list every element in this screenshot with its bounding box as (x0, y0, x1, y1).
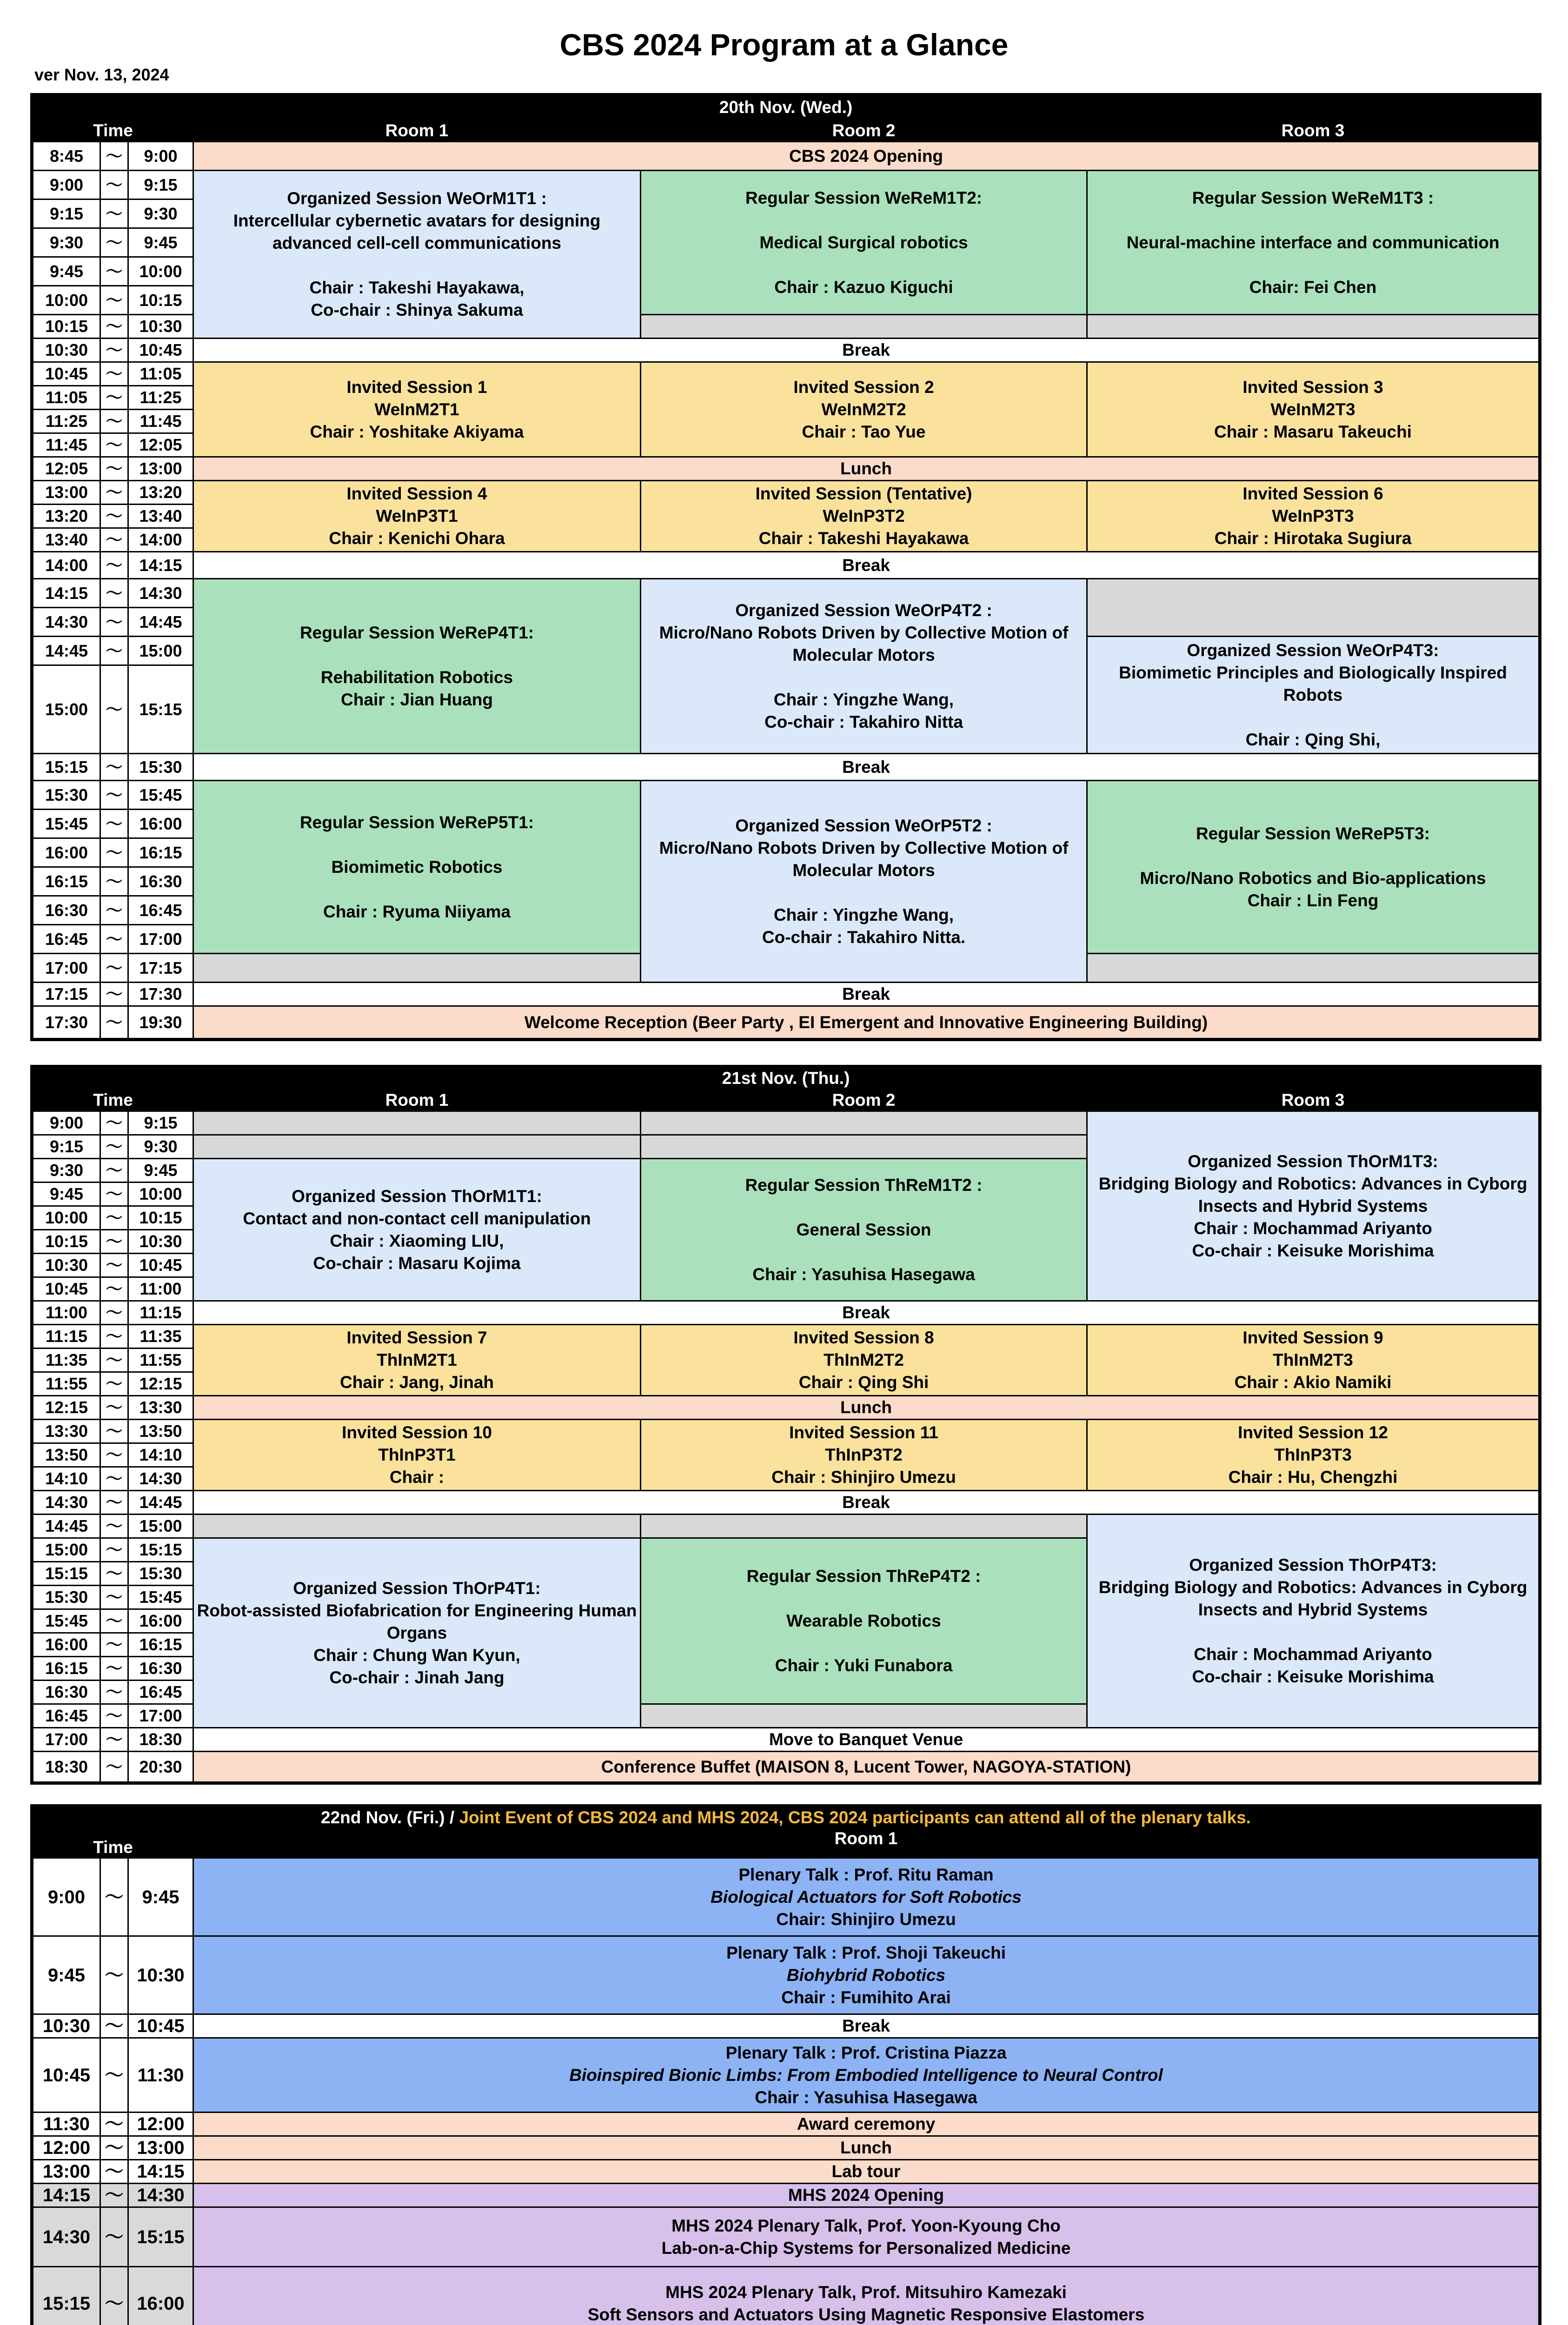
time-end: 15:15 (128, 2207, 193, 2267)
time-start: 13:00 (32, 481, 100, 505)
time-sep: 〜 (100, 1420, 128, 1443)
time-sep: 〜 (100, 1325, 128, 1348)
time-start: 9:45 (32, 1182, 100, 1206)
time-end: 13:00 (128, 2136, 193, 2160)
time-sep: 〜 (100, 1586, 128, 1609)
time-start: 10:45 (32, 2038, 100, 2112)
day3-date-row (32, 1806, 1540, 1828)
time-end: 12:05 (128, 433, 193, 457)
time-sep: 〜 (100, 983, 128, 1006)
day2-date: 21st Nov. (Thu.) (32, 1067, 1540, 1089)
time-sep: 〜 (100, 410, 128, 433)
time-end: 19:30 (128, 1006, 193, 1040)
time-sep: 〜 (100, 1135, 128, 1159)
time-start: 14:15 (32, 579, 100, 608)
break-cell: Break (193, 339, 1540, 362)
plenary-title: Biohybrid Robotics (786, 1965, 946, 1985)
page-title: CBS 2024 Program at a Glance (559, 27, 1009, 62)
time-sep: 〜 (100, 1936, 128, 2014)
time-end: 11:55 (128, 1348, 193, 1372)
time-start: 10:00 (32, 1206, 100, 1230)
time-start: 15:45 (32, 1609, 100, 1633)
invited-session-9: Invited Session 9 ThInM2T3 Chair : Akio Namiki (1087, 1325, 1540, 1396)
plenary-talk-cristina-piazza (193, 2038, 1540, 2112)
time-start: 10:00 (32, 286, 100, 315)
time-header: Time (32, 1828, 193, 1858)
joint-event-note: Joint Event of CBS 2024 and MHS 2024, CBS 2024 participants can attend all of the plenary talks. (459, 1807, 1251, 1827)
plenary-chair: Chair : Yasuhisa Hasegawa (755, 2087, 977, 2107)
time-start: 13:30 (32, 1420, 100, 1443)
time-sep: 〜 (100, 199, 128, 228)
time-end: 10:30 (128, 1936, 193, 2014)
plenary-title: Biological Actuators for Soft Robotics (711, 1887, 1022, 1906)
day3-schedule-table (30, 1804, 1541, 2325)
time-start: 13:50 (32, 1443, 100, 1467)
room1-header: Room 1 (193, 120, 641, 142)
time-start: 11:55 (32, 1372, 100, 1396)
invited-session-5: Invited Session (Tentative) WeInP3T2 Chair : Takeshi Hayakawa (641, 481, 1087, 552)
time-end: 16:15 (128, 1633, 193, 1657)
time-sep: 〜 (100, 954, 128, 983)
time-end: 10:30 (128, 1230, 193, 1254)
time-sep: 〜 (100, 579, 128, 608)
time-start: 9:45 (32, 257, 100, 286)
time-sep: 〜 (100, 2184, 128, 2207)
break-cell: Break (193, 754, 1540, 781)
time-end: 11:05 (128, 362, 193, 386)
plenary-speaker: Plenary Talk : Prof. Ritu Raman (738, 1865, 994, 1884)
session-threp4t2: Regular Session ThReP4T2 : Wearable Robotics Chair : Yuki Funabora (641, 1538, 1087, 1704)
time-sep: 〜 (100, 481, 128, 505)
mhs-opening-cell: MHS 2024 Opening (193, 2184, 1540, 2207)
time-sep: 〜 (100, 1372, 128, 1396)
time-end: 11:45 (128, 410, 193, 433)
plenary-title: Bioinspired Bionic Limbs: From Embodied Intelligence to Neural Control (569, 2065, 1163, 2085)
room3-header: Room 3 (1087, 120, 1540, 142)
day1-schedule-table (30, 93, 1541, 1041)
time-start: 9:30 (32, 228, 100, 257)
time-end: 16:30 (128, 1657, 193, 1681)
time-end: 17:00 (128, 1704, 193, 1728)
empty-slot (1087, 954, 1540, 983)
time-end: 16:15 (128, 838, 193, 867)
lab-tour-cell: Lab tour (193, 2160, 1540, 2184)
day2-schedule-table (30, 1065, 1541, 1785)
break-cell: Break (193, 552, 1540, 579)
lunch-cell: Lunch (193, 2136, 1540, 2160)
time-end: 11:15 (128, 1301, 193, 1325)
time-end: 9:15 (128, 1111, 193, 1135)
time-sep: 〜 (100, 1633, 128, 1657)
time-sep: 〜 (100, 1230, 128, 1254)
time-sep: 〜 (100, 896, 128, 925)
time-start: 9:45 (32, 1936, 100, 2014)
invited-session-7: Invited Session 7 ThInM2T1 Chair : Jang, Jinah (193, 1325, 641, 1396)
time-start: 11:35 (32, 1348, 100, 1372)
time-end: 11:25 (128, 386, 193, 410)
invited-session-2: Invited Session 2 WeInM2T2 Chair : Tao Yue (641, 362, 1087, 457)
time-sep: 〜 (100, 339, 128, 362)
time-end: 16:45 (128, 1681, 193, 1704)
welcome-reception-cell: Welcome Reception (Beer Party , EI Emergent and Innovative Engineering Building) (193, 1006, 1540, 1040)
time-sep: 〜 (100, 2160, 128, 2184)
time-sep: 〜 (100, 2038, 128, 2112)
time-start: 13:20 (32, 505, 100, 528)
time-end: 16:00 (128, 1609, 193, 1633)
time-sep: 〜 (100, 1182, 128, 1206)
time-end: 9:30 (128, 199, 193, 228)
time-start: 14:30 (32, 1491, 100, 1515)
time-sep: 〜 (100, 1159, 128, 1182)
time-start: 18:30 (32, 1752, 100, 1783)
time-start: 9:30 (32, 1159, 100, 1182)
time-start: 16:30 (32, 1681, 100, 1704)
plenary-talk-shoji-takeuchi (193, 1936, 1540, 2014)
time-start: 16:00 (32, 838, 100, 867)
time-start: 15:30 (32, 1586, 100, 1609)
time-start: 15:00 (32, 665, 100, 754)
empty-slot (193, 1515, 641, 1538)
time-sep: 〜 (100, 608, 128, 637)
empty-slot (1087, 315, 1540, 339)
time-end: 13:50 (128, 1420, 193, 1443)
time-end: 14:15 (128, 552, 193, 579)
time-sep: 〜 (100, 1277, 128, 1301)
time-end: 14:30 (128, 1467, 193, 1491)
time-sep: 〜 (100, 637, 128, 665)
time-sep: 〜 (100, 1728, 128, 1752)
time-start: 14:15 (32, 2184, 100, 2207)
day1-date: 20th Nov. (Wed.) (32, 95, 1540, 120)
day3-date: 22nd Nov. (Fri.) / (321, 1807, 455, 1827)
time-start: 8:45 (32, 142, 100, 171)
time-start: 10:45 (32, 362, 100, 386)
opening-cell: CBS 2024 Opening (193, 142, 1540, 171)
time-end: 14:10 (128, 1443, 193, 1467)
time-end: 14:30 (128, 2184, 193, 2207)
session-werem1t3: Regular Session WeReM1T3 : Neural-machine interface and communication Chair: Fei Chen (1087, 171, 1540, 315)
session-thorp4t3: Organized Session ThOrP4T3: Bridging Biology and Robotics: Advances in Cyborg Insects and Hybrid Systems Chair : Mochammad Ariyanto Co-chair : Keisuke Morishima (1087, 1515, 1540, 1728)
time-sep: 〜 (100, 142, 128, 171)
time-end: 11:35 (128, 1325, 193, 1348)
time-sep: 〜 (100, 362, 128, 386)
time-start: 10:45 (32, 1277, 100, 1301)
time-start: 15:45 (32, 810, 100, 838)
time-start: 17:30 (32, 1006, 100, 1040)
time-end: 12:00 (128, 2112, 193, 2136)
time-sep: 〜 (100, 228, 128, 257)
time-start: 11:30 (32, 2112, 100, 2136)
invited-session-8: Invited Session 8 ThInM2T2 Chair : Qing Shi (641, 1325, 1087, 1396)
time-end: 18:30 (128, 1728, 193, 1752)
move-banquet-cell: Move to Banquet Venue (193, 1728, 1540, 1752)
room2-header: Room 2 (641, 1089, 1087, 1111)
time-sep: 〜 (100, 754, 128, 781)
time-end: 9:45 (128, 228, 193, 257)
time-end: 13:30 (128, 1396, 193, 1420)
time-end: 14:45 (128, 608, 193, 637)
time-start: 10:15 (32, 315, 100, 339)
time-end: 10:30 (128, 315, 193, 339)
invited-session-4: Invited Session 4 WeInP3T1 Chair : Kenichi Ohara (193, 481, 641, 552)
time-sep: 〜 (100, 2014, 128, 2038)
time-start: 9:00 (32, 1858, 100, 1936)
room3-header: Room 3 (1087, 1089, 1540, 1111)
time-end: 13:20 (128, 481, 193, 505)
time-sep: 〜 (100, 552, 128, 579)
time-end: 14:30 (128, 579, 193, 608)
time-sep: 〜 (100, 1254, 128, 1277)
room1-header: Room 1 (193, 1828, 1540, 1858)
session-threm1t2: Regular Session ThReM1T2 : General Session Chair : Yasuhisa Hasegawa (641, 1159, 1087, 1301)
time-start: 11:05 (32, 386, 100, 410)
room1-header: Room 1 (193, 1089, 641, 1111)
time-sep: 〜 (100, 838, 128, 867)
time-end: 16:00 (128, 2267, 193, 2325)
empty-slot (641, 1515, 1087, 1538)
time-start: 9:15 (32, 1135, 100, 1159)
time-sep: 〜 (100, 457, 128, 481)
time-end: 14:45 (128, 1491, 193, 1515)
time-end: 14:00 (128, 528, 193, 552)
room2-header: Room 2 (641, 120, 1087, 142)
time-start: 10:30 (32, 2014, 100, 2038)
time-end: 15:30 (128, 1562, 193, 1586)
time-sep: 〜 (100, 2136, 128, 2160)
time-start: 15:00 (32, 1538, 100, 1562)
time-sep: 〜 (100, 1657, 128, 1681)
session-thorm1t3: Organized Session ThOrM1T3: Bridging Biology and Robotics: Advances in Cyborg Insects and Hybrid Systems Chair : Mochammad Ariyanto Co-chair : Keisuke Morishima (1087, 1111, 1540, 1301)
break-cell: Break (193, 1491, 1540, 1515)
time-start: 12:05 (32, 457, 100, 481)
conference-buffet-cell: Conference Buffet (MAISON 8, Lucent Tower, NAGOYA-STATION) (193, 1752, 1540, 1783)
time-sep: 〜 (100, 1704, 128, 1728)
time-start: 13:00 (32, 2160, 100, 2184)
time-sep: 〜 (100, 1562, 128, 1586)
time-end: 9:15 (128, 171, 193, 199)
mhs-plenary-talk-cho: MHS 2024 Plenary Talk, Prof. Yoon-Kyoung Cho Lab-on-a-Chip Systems for Personalized Medicine (193, 2207, 1540, 2267)
session-weorm1t1: Organized Session WeOrM1T1 : Intercellular cybernetic avatars for designing advanced cell-cell communications Chair : Takeshi Hayakawa, Co-chair : Shinya Sakuma (193, 171, 641, 339)
time-end: 16:45 (128, 896, 193, 925)
invited-session-6: Invited Session 6 WeInP3T3 Chair : Hirotaka Sugiura (1087, 481, 1540, 552)
time-end: 13:40 (128, 505, 193, 528)
time-start: 15:30 (32, 781, 100, 810)
time-end: 9:30 (128, 1135, 193, 1159)
plenary-talk-ritu-raman (193, 1858, 1540, 1936)
mhs-plenary-talk-kamezaki: MHS 2024 Plenary Talk, Prof. Mitsuhiro Kamezaki Soft Sensors and Actuators Using Magnetic Responsive Elastomers (193, 2267, 1540, 2325)
time-start: 15:15 (32, 754, 100, 781)
time-start: 14:30 (32, 608, 100, 637)
time-end: 15:00 (128, 1515, 193, 1538)
time-start: 11:15 (32, 1325, 100, 1348)
time-end: 9:00 (128, 142, 193, 171)
empty-slot (193, 1111, 641, 1135)
time-start: 10:15 (32, 1230, 100, 1254)
time-end: 9:45 (128, 1159, 193, 1182)
time-start: 17:15 (32, 983, 100, 1006)
time-sep: 〜 (100, 1609, 128, 1633)
empty-slot (193, 954, 641, 983)
time-sep: 〜 (100, 315, 128, 339)
invited-session-10: Invited Session 10 ThInP3T1 Chair : (193, 1420, 641, 1491)
award-ceremony-cell: Award ceremony (193, 2112, 1540, 2136)
time-end: 14:15 (128, 2160, 193, 2184)
time-end: 15:45 (128, 1586, 193, 1609)
time-start: 14:10 (32, 1467, 100, 1491)
time-end: 20:30 (128, 1752, 193, 1783)
empty-slot (641, 1135, 1087, 1159)
time-sep: 〜 (100, 171, 128, 199)
time-end: 17:15 (128, 954, 193, 983)
time-header: Time (32, 1089, 193, 1111)
time-end: 15:45 (128, 781, 193, 810)
time-end: 11:30 (128, 2038, 193, 2112)
plenary-speaker: Plenary Talk : Prof. Shoji Takeuchi (726, 1943, 1006, 1962)
time-start: 16:45 (32, 925, 100, 954)
time-sep: 〜 (100, 925, 128, 954)
time-end: 15:15 (128, 665, 193, 754)
time-sep: 〜 (100, 1491, 128, 1515)
break-cell: Break (193, 983, 1540, 1006)
time-sep: 〜 (100, 1467, 128, 1491)
time-start: 16:15 (32, 867, 100, 896)
break-cell: Break (193, 2014, 1540, 2038)
time-start: 14:00 (32, 552, 100, 579)
time-start: 14:45 (32, 637, 100, 665)
time-start: 10:30 (32, 339, 100, 362)
time-start: 10:30 (32, 1254, 100, 1277)
time-end: 10:45 (128, 1254, 193, 1277)
time-sep: 〜 (100, 1301, 128, 1325)
session-werep5t3: Regular Session WeReP5T3: Micro/Nano Robotics and Bio-applications Chair : Lin Feng (1087, 781, 1540, 954)
time-sep: 〜 (100, 867, 128, 896)
invited-session-1: Invited Session 1 WeInM2T1 Chair : Yoshitake Akiyama (193, 362, 641, 457)
time-start: 16:00 (32, 1633, 100, 1657)
time-end: 17:00 (128, 925, 193, 954)
time-start: 16:15 (32, 1657, 100, 1681)
time-start: 17:00 (32, 954, 100, 983)
time-start: 14:45 (32, 1515, 100, 1538)
session-thorm1t1: Organized Session ThOrM1T1: Contact and non-contact cell manipulation Chair : Xiaoming LIU, Co-chair : Masaru Kojima (193, 1159, 641, 1301)
plenary-chair: Chair : Fumihito Arai (781, 1987, 951, 2007)
time-sep: 〜 (100, 433, 128, 457)
break-cell: Break (193, 1301, 1540, 1325)
invited-session-11: Invited Session 11 ThInP3T2 Chair : Shinjiro Umezu (641, 1420, 1087, 1491)
time-sep: 〜 (100, 1752, 128, 1783)
time-sep: 〜 (100, 1443, 128, 1467)
time-sep: 〜 (100, 1858, 128, 1936)
time-sep: 〜 (100, 1006, 128, 1040)
time-end: 10:45 (128, 339, 193, 362)
invited-session-12: Invited Session 12 ThInP3T3 Chair : Hu, Chengzhi (1087, 1420, 1540, 1491)
time-start: 14:30 (32, 2207, 100, 2267)
session-werep4t1: Regular Session WeReP4T1: Rehabilitation Robotics Chair : Jian Huang (193, 579, 641, 754)
time-header: Time (32, 120, 193, 142)
time-sep: 〜 (100, 1348, 128, 1372)
time-start: 15:15 (32, 1562, 100, 1586)
time-end: 10:15 (128, 286, 193, 315)
session-weorp5t2: Organized Session WeOrP5T2 : Micro/Nano Robots Driven by Collective Motion of Molecular Motors Chair : Yingzhe Wang, Co-chair : Takahiro Nitta. (641, 781, 1087, 983)
time-start: 13:40 (32, 528, 100, 552)
time-sep: 〜 (100, 2267, 128, 2325)
time-sep: 〜 (100, 2112, 128, 2136)
time-end: 10:15 (128, 1206, 193, 1230)
time-end: 11:00 (128, 1277, 193, 1301)
empty-slot (641, 315, 1087, 339)
empty-slot (193, 1135, 641, 1159)
time-sep: 〜 (100, 257, 128, 286)
time-sep: 〜 (100, 1515, 128, 1538)
time-start: 12:15 (32, 1396, 100, 1420)
time-sep: 〜 (100, 810, 128, 838)
time-sep: 〜 (100, 386, 128, 410)
time-end: 15:30 (128, 754, 193, 781)
time-end: 17:30 (128, 983, 193, 1006)
time-sep: 〜 (100, 1206, 128, 1230)
time-sep: 〜 (100, 528, 128, 552)
empty-slot (1087, 579, 1540, 637)
time-end: 16:30 (128, 867, 193, 896)
lunch-cell: Lunch (193, 1396, 1540, 1420)
time-end: 10:00 (128, 257, 193, 286)
empty-slot (641, 1704, 1087, 1728)
time-start: 9:00 (32, 1111, 100, 1135)
plenary-chair: Chair: Shinjiro Umezu (776, 1909, 956, 1929)
time-sep: 〜 (100, 2207, 128, 2267)
time-start: 9:00 (32, 171, 100, 199)
time-end: 15:00 (128, 637, 193, 665)
time-sep: 〜 (100, 1111, 128, 1135)
plenary-speaker: Plenary Talk : Prof. Cristina Piazza (725, 2043, 1007, 2062)
session-thorp4t1: Organized Session ThOrP4T1: Robot-assisted Biofabrication for Engineering Human Organs Chair : Chung Wan Kyun, Co-chair : Jinah Jang (193, 1538, 641, 1728)
time-end: 10:45 (128, 2014, 193, 2038)
time-end: 15:15 (128, 1538, 193, 1562)
session-weorp4t3: Organized Session WeOrP4T3: Biomimetic Principles and Biologically Inspired Robots Chair : Qing Shi, (1087, 637, 1540, 754)
time-start: 16:30 (32, 896, 100, 925)
time-sep: 〜 (100, 286, 128, 315)
time-sep: 〜 (100, 781, 128, 810)
time-start: 12:00 (32, 2136, 100, 2160)
session-werep5t1: Regular Session WeReP5T1: Biomimetic Robotics Chair : Ryuma Niiyama (193, 781, 641, 954)
time-start: 11:00 (32, 1301, 100, 1325)
time-start: 16:45 (32, 1704, 100, 1728)
time-sep: 〜 (100, 1396, 128, 1420)
time-sep: 〜 (100, 665, 128, 754)
time-start: 15:15 (32, 2267, 100, 2325)
time-end: 13:00 (128, 457, 193, 481)
time-sep: 〜 (100, 1681, 128, 1704)
lunch-cell: Lunch (193, 457, 1540, 481)
time-end: 10:00 (128, 1182, 193, 1206)
time-sep: 〜 (100, 1538, 128, 1562)
time-end: 16:00 (128, 810, 193, 838)
time-sep: 〜 (100, 505, 128, 528)
invited-session-3: Invited Session 3 WeInM2T3 Chair : Masaru Takeuchi (1087, 362, 1540, 457)
time-start: 11:45 (32, 433, 100, 457)
time-start: 17:00 (32, 1728, 100, 1752)
session-weorp4t2: Organized Session WeOrP4T2 : Micro/Nano Robots Driven by Collective Motion of Molecular Motors Chair : Yingzhe Wang, Co-chair : Takahiro Nitta (641, 579, 1087, 754)
time-start: 11:25 (32, 410, 100, 433)
version-label: ver Nov. 13, 2024 (34, 65, 169, 84)
session-werem1t2: Regular Session WeReM1T2: Medical Surgical robotics Chair : Kazuo Kiguchi (641, 171, 1087, 315)
time-end: 12:15 (128, 1372, 193, 1396)
time-start: 9:15 (32, 199, 100, 228)
time-end: 9:45 (128, 1858, 193, 1936)
empty-slot (641, 1111, 1087, 1135)
